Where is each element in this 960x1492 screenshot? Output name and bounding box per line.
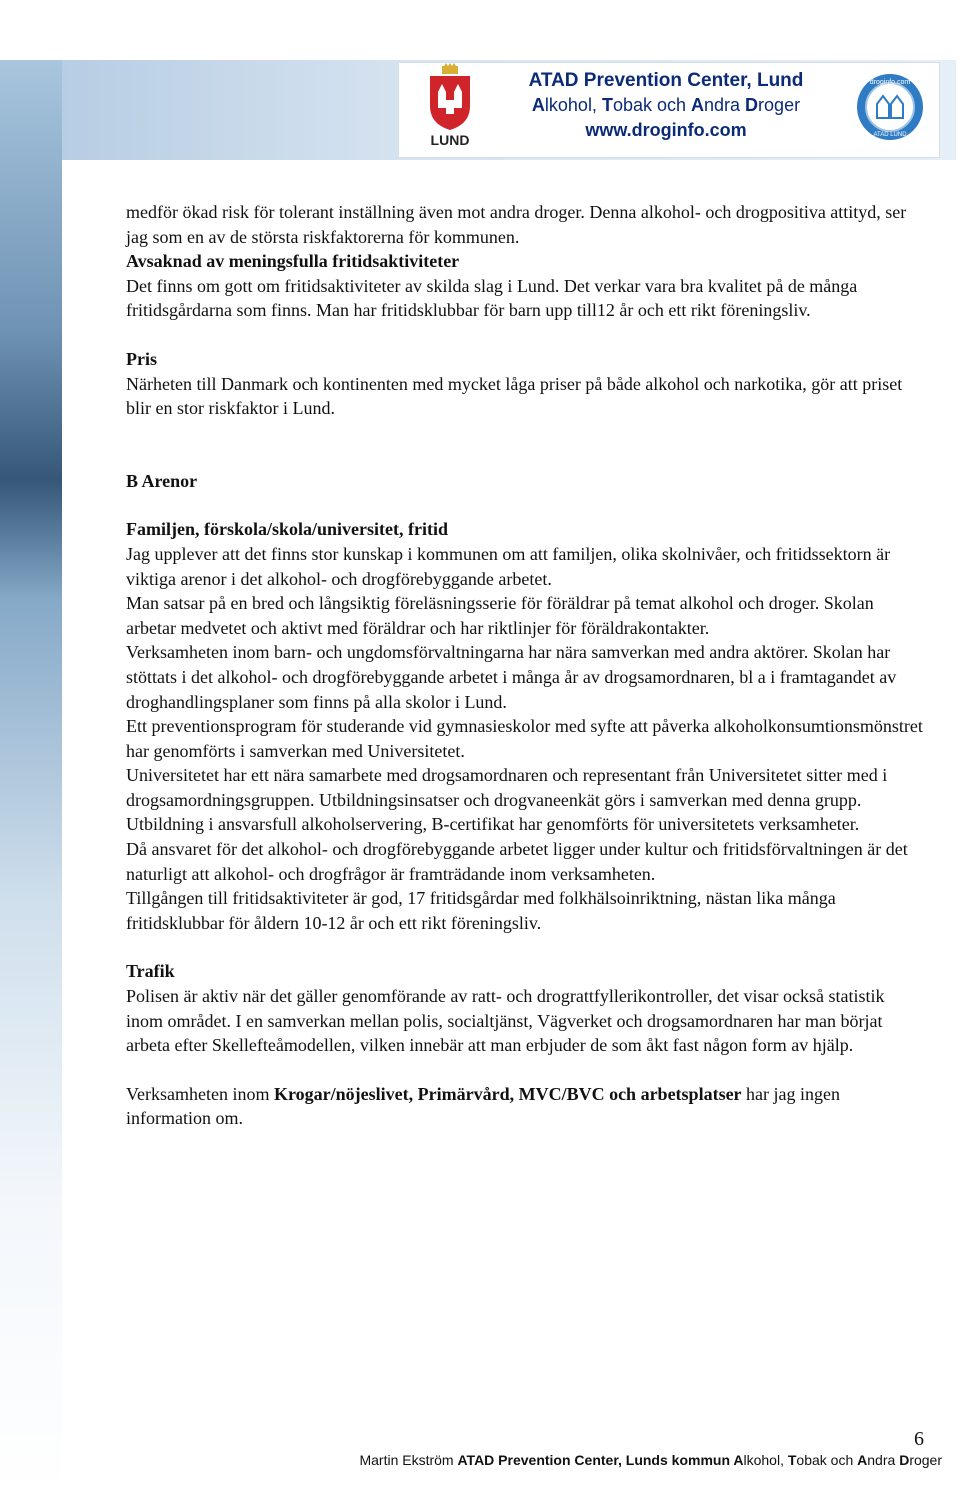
- paragraph-familjen-3: Verksamheten inom barn- och ungdomsförvaltningarna har nära samverkan med andra aktörer. Skolan har stöttats i det alkohol- och drogförebyggande arbetet i många år av drogsamordnaren, bl a i framtagandet av droghandlingsplaner som finns på alla skolor i Lund.: [126, 642, 897, 712]
- paragraph-trafik: Polisen är aktiv när det gäller genomförande av ratt- och drograttfyllerikontroller, det visar också statistik inom området. I en samverkan mellan polis, socialtjänst, Vägverket och drogsamordnaren har man börjat arbeta efter Skellefteåmodellen, vilken innebär att man erbjuder de som åkt fast någon form av hjälp.: [126, 986, 885, 1056]
- paragraph-familjen-7: Tillgången till fritidsaktiviteter är god, 17 fritidsgårdar med folkhälsoinriktning, nästan lika många fritidsklubbar för åldern 10-12 år och ett rikt föreningsliv.: [126, 888, 836, 933]
- paragraph-attityd: medför ökad risk för tolerant inställning även mot andra droger. Denna alkohol- och drogpositiva attityd, ser jag som en av de största riskfaktorerna för kommunen.: [126, 202, 907, 247]
- background-strip: [0, 0, 62, 1492]
- header-title-block: [494, 68, 838, 143]
- paragraph-familjen-2: Man satsar på en bred och långsiktig föreläsningsserie för föräldrar på temat alkohol och droger. Skolan arbetar medvetet och aktivt med föräldrar och har riktlinjer för föräldrakontakter.: [126, 593, 874, 638]
- page-footer: Martin Ekström ATAD Prevention Center, Lunds kommun Alkohol, Tobak och Andra Droger: [359, 1452, 942, 1468]
- heading-avsaknad: Avsaknad av meningsfulla fritidsaktiviteter: [126, 251, 460, 272]
- header-subtitle: Alkohol, Tobak och Andra Droger: [531, 95, 801, 115]
- paragraph-familjen-1: Jag upplever att det finns stor kunskap i kommunen om att familjen, olika skolnivåer, och fritidssektorn är viktiga arenor i det alkohol- och drogförebyggande arbetet.: [126, 543, 891, 589]
- heading-trafik: Trafik: [126, 961, 175, 982]
- paragraph-avsaknad: Det finns om gott om fritidsaktiviteter av skilda slag i Lund. Det verkar vara bra kvalitet på de många fritidsgårdarna som finns. Man har fritidsklubbar för barn upp till12 år och ett rikt föreningsliv.: [126, 275, 858, 321]
- svg-text:ATAD LUND: ATAD LUND: [873, 132, 907, 138]
- lund-logo-label: LUND: [430, 132, 470, 148]
- droginfo-logo: [855, 72, 925, 142]
- header-title: ATAD Prevention Center, Lund: [528, 70, 804, 91]
- page-number: 6: [914, 1428, 924, 1450]
- heading-pris: Pris: [126, 348, 157, 369]
- svg-text:droginfo.com: droginfo.com: [869, 79, 911, 86]
- heading-arenor: B Arenor: [126, 470, 198, 491]
- header-url[interactable]: www.droginfo.com: [585, 120, 747, 140]
- heading-familjen: Familjen, förskola/skola/universitet, fritid: [126, 519, 448, 540]
- paragraph-no-information: Verksamheten inom Krogar/nöjeslivet, Primärvård, MVC/BVC och arbetsplatser har jag ingen information om.: [126, 1083, 841, 1129]
- paragraph-familjen-4: Ett preventionsprogram för studerande vid gymnasieskolor med syfte att påverka alkoholkonsumtionsmönstret har genomförts i samverkan med Universitetet.: [126, 716, 923, 761]
- paragraph-familjen-5: Universitetet har ett nära samarbete med drogsamordnaren och representant från Universitetet sitter med i drogsamordningsgruppen. Utbildningsinsatser och drogvaneenkät görs i samverkan med denna grupp. Utbildning i ansvarsfull alkoholservering, B-certifikat har genomförts för universitetets verksamheter.: [126, 765, 888, 835]
- document-body: [126, 200, 926, 1131]
- paragraph-familjen-6: Då ansvaret för det alkohol- och drogförebyggande arbetet ligger under kultur och fritidsförvaltningen är det naturligt att alkohol- och drogfrågor är framträdande inom verksamheten.: [126, 839, 908, 884]
- paragraph-pris: Närheten till Danmark och kontinenten med mycket låga priser på både alkohol och narkotika, gör att priset blir en stor riskfaktor i Lund.: [126, 373, 903, 419]
